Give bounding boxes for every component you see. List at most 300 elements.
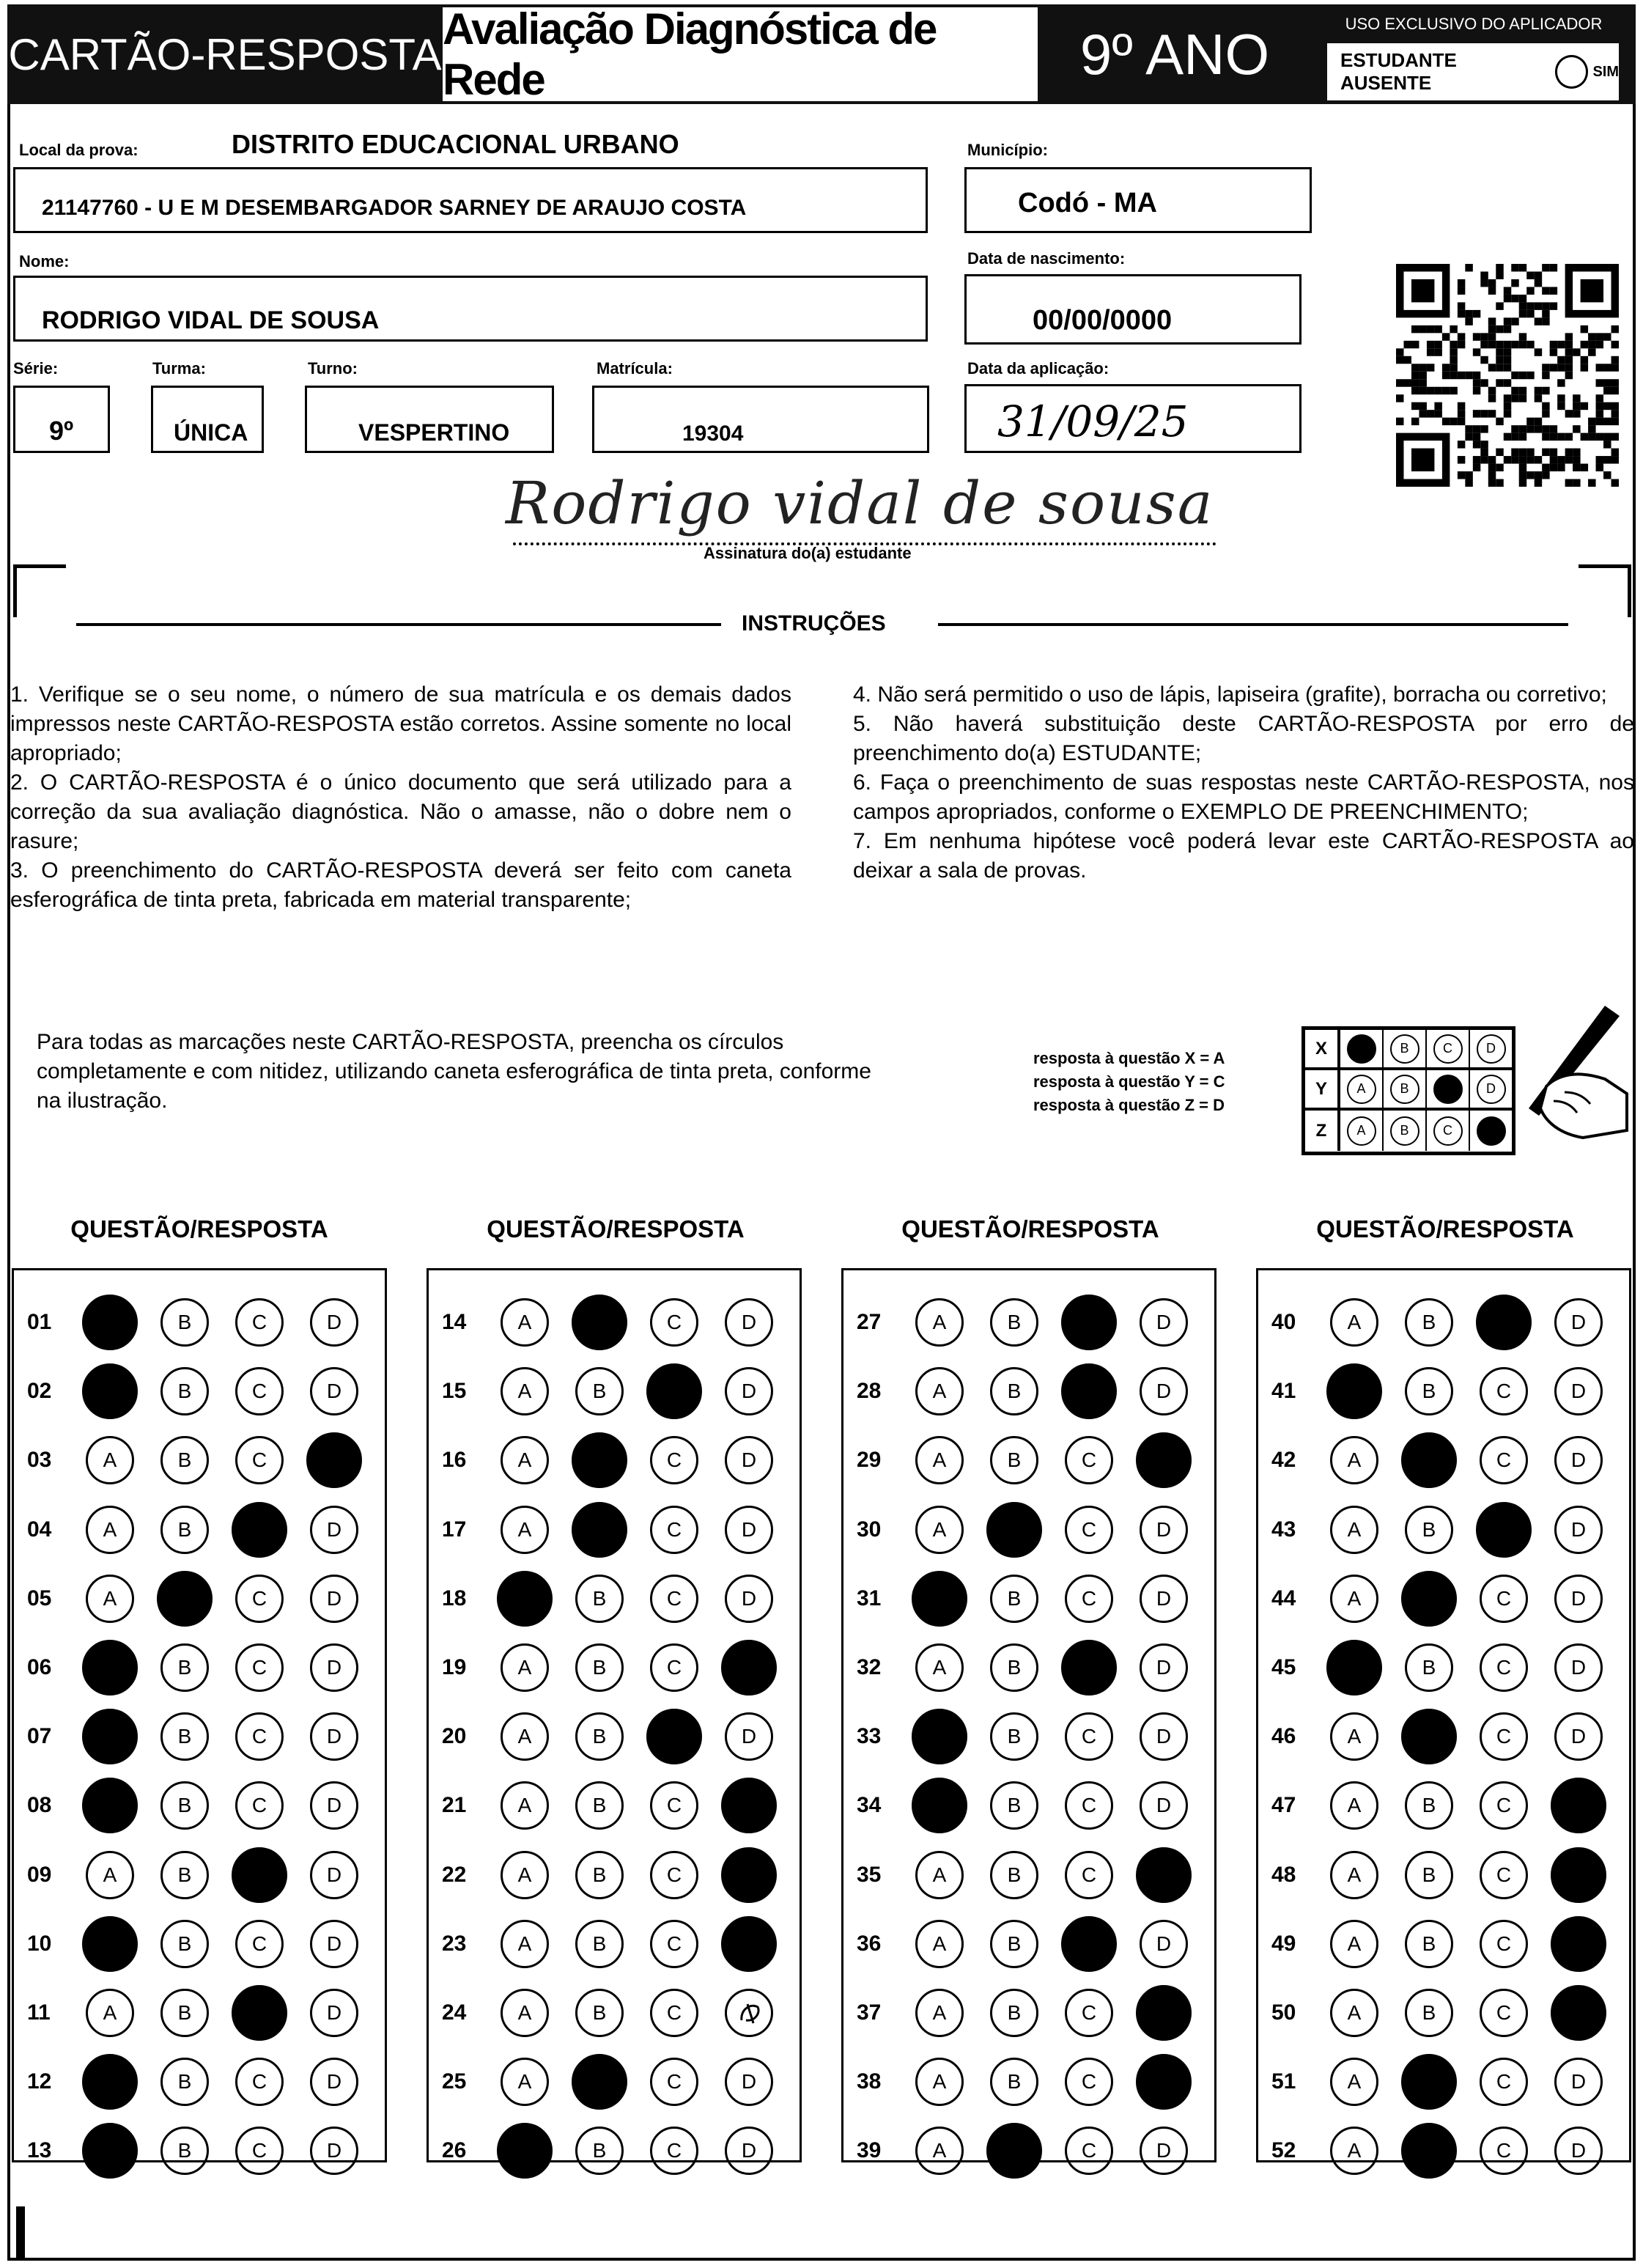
- answer-bubble-a[interactable]: A: [1330, 1851, 1378, 1899]
- answer-bubble-d[interactable]: D: [310, 2127, 358, 2175]
- answer-bubble-d[interactable]: D: [1554, 1575, 1603, 1623]
- turno-field: [305, 386, 554, 453]
- answer-bubble-d[interactable]: [721, 1778, 777, 1833]
- aplicacao-field: [964, 384, 1302, 453]
- answer-bubble-b[interactable]: B: [990, 1298, 1038, 1347]
- answer-bubble-c[interactable]: C: [1480, 1920, 1528, 1968]
- answer-bubble-d[interactable]: D: [310, 1367, 358, 1415]
- answer-bubble-a[interactable]: A: [915, 1506, 964, 1554]
- answer-bubble-b[interactable]: [572, 1502, 627, 1558]
- answer-bubble-c[interactable]: C: [650, 1989, 698, 2037]
- answer-bubble-d[interactable]: D: [1554, 1506, 1603, 1554]
- answer-bubble-b[interactable]: [986, 2123, 1042, 2179]
- answer-bubble-c[interactable]: C: [1065, 2058, 1113, 2106]
- signature: Rodrigo vidal de sousa: [506, 469, 1214, 537]
- answer-bubble-d[interactable]: D: [1140, 1506, 1188, 1554]
- answer-bubble-b[interactable]: B: [1405, 1989, 1453, 2037]
- answer-bubble-a[interactable]: [497, 2123, 553, 2179]
- answer-bubble-c[interactable]: C: [650, 2127, 698, 2175]
- answer-bubble-a[interactable]: A: [1330, 1989, 1378, 2037]
- answer-bubble-d[interactable]: [721, 1640, 777, 1696]
- answer-bubble-c[interactable]: [646, 1709, 702, 1764]
- answer-bubble-b[interactable]: B: [575, 1367, 624, 1415]
- answer-bubble-b[interactable]: B: [160, 2058, 209, 2106]
- answer-bubble-d[interactable]: [721, 1916, 777, 1972]
- question-number: 04: [27, 1517, 52, 1542]
- answer-bubble-a[interactable]: A: [501, 1920, 549, 1968]
- answer-bubble-a[interactable]: A: [915, 1920, 964, 1968]
- answer-bubble-b[interactable]: B: [990, 1436, 1038, 1484]
- answer-bubble-b[interactable]: [1401, 1709, 1457, 1764]
- answer-bubble-a[interactable]: [1326, 1640, 1382, 1696]
- answer-bubble-d[interactable]: D: [310, 1506, 358, 1554]
- answer-bubble-a[interactable]: [82, 2054, 138, 2110]
- question-number: 20: [442, 1724, 467, 1749]
- answer-bubble-c[interactable]: C: [1480, 1781, 1528, 1830]
- answer-bubble-b[interactable]: [1401, 1432, 1457, 1488]
- answer-bubble-b[interactable]: B: [990, 1367, 1038, 1415]
- answer-bubble-b[interactable]: B: [575, 1851, 624, 1899]
- answer-bubble-b[interactable]: [572, 1295, 627, 1350]
- column-title: QUESTÃO/RESPOSTA: [1316, 1215, 1574, 1242]
- answer-row: [843, 1426, 1214, 1495]
- question-number: 37: [857, 2000, 882, 2025]
- answer-bubble-c[interactable]: C: [650, 1781, 698, 1830]
- answer-bubble-b[interactable]: B: [1405, 1781, 1453, 1830]
- answer-bubble-c[interactable]: C: [1480, 1575, 1528, 1623]
- answer-bubble-c[interactable]: C: [650, 1851, 698, 1899]
- answer-bubble-a[interactable]: A: [915, 1851, 964, 1899]
- answer-bubble-d[interactable]: [1136, 2054, 1192, 2110]
- answer-bubble-c[interactable]: [1061, 1640, 1117, 1696]
- answer-bubble-c[interactable]: C: [1480, 1436, 1528, 1484]
- answer-bubble-d[interactable]: D: [725, 1298, 773, 1347]
- scribble-mark-icon: [734, 1998, 764, 2028]
- answer-bubble-a[interactable]: [912, 1709, 967, 1764]
- answer-bubble-b[interactable]: B: [990, 1989, 1038, 2037]
- answer-column: [1256, 1268, 1631, 2162]
- nascimento-value: 00/00/0000: [1033, 305, 1173, 336]
- question-number: 39: [857, 2138, 882, 2163]
- answer-bubble-c[interactable]: C: [1480, 1712, 1528, 1761]
- question-number: 34: [857, 1793, 882, 1818]
- answer-bubble-d[interactable]: [1136, 1985, 1192, 2041]
- instruction-item: 6. Faça o preenchimento de suas respostas neste CARTÃO-RESPOSTA, nos campos apropriados, conforme o EXEMPLO DE PREENCHIMENTO;: [853, 770, 1634, 824]
- answer-bubble-b[interactable]: B: [990, 1643, 1038, 1692]
- answer-row: [1258, 1495, 1629, 1564]
- answer-bubble-c[interactable]: C: [235, 2127, 284, 2175]
- answer-bubble-c[interactable]: C: [650, 1506, 698, 1554]
- question-number: 43: [1271, 1517, 1296, 1542]
- answer-row: [429, 1288, 800, 1357]
- answer-bubble-b[interactable]: B: [575, 1920, 624, 1968]
- answer-bubble-a[interactable]: A: [501, 1643, 549, 1692]
- answer-bubble-a[interactable]: A: [915, 1436, 964, 1484]
- answer-bubble-a[interactable]: A: [1330, 1920, 1378, 1968]
- question-number: 28: [857, 1379, 882, 1404]
- example-bubble: A: [1347, 1075, 1376, 1104]
- answer-bubble-d[interactable]: [1551, 1847, 1606, 1903]
- answer-bubble-d[interactable]: D: [1140, 1367, 1188, 1415]
- answer-row: [429, 1564, 800, 1633]
- answer-bubble-c[interactable]: C: [650, 1643, 698, 1692]
- answer-row: [843, 1357, 1214, 1426]
- example-cell: [1427, 1070, 1470, 1108]
- answer-bubble-a[interactable]: [1326, 1363, 1382, 1419]
- question-number: 16: [442, 1448, 467, 1473]
- answer-bubble-c[interactable]: C: [1480, 1367, 1528, 1415]
- answer-bubble-a[interactable]: [912, 1778, 967, 1833]
- answer-bubble-c[interactable]: C: [1065, 1851, 1113, 1899]
- answer-bubble-c[interactable]: C: [1480, 1851, 1528, 1899]
- answer-row: [1258, 2047, 1629, 2116]
- instructions-left: [10, 680, 791, 915]
- example-row: [1305, 1111, 1512, 1151]
- answer-bubble-c[interactable]: [232, 1847, 287, 1903]
- answer-bubble-a[interactable]: A: [1330, 2127, 1378, 2175]
- answer-bubble-d[interactable]: [725, 1989, 773, 2037]
- answer-bubble-d[interactable]: D: [1140, 1712, 1188, 1761]
- answer-bubble-b[interactable]: B: [1405, 1851, 1453, 1899]
- answer-bubble-b[interactable]: B: [160, 1712, 209, 1761]
- local-district: DISTRITO EDUCACIONAL URBANO: [232, 129, 679, 159]
- question-number: 06: [27, 1655, 52, 1679]
- answer-bubble-b[interactable]: B: [990, 1575, 1038, 1623]
- question-number: 47: [1271, 1793, 1296, 1818]
- question-number: 08: [27, 1793, 52, 1818]
- municipio-field: [964, 167, 1312, 233]
- answer-bubble-b[interactable]: B: [1405, 1643, 1453, 1692]
- example-cell: [1384, 1030, 1427, 1067]
- answer-bubble-a[interactable]: A: [915, 2058, 964, 2106]
- answer-bubble-b[interactable]: B: [575, 1781, 624, 1830]
- question-number: 48: [1271, 1862, 1296, 1887]
- answer-bubble-d[interactable]: D: [310, 1920, 358, 1968]
- answer-bubble-a[interactable]: A: [915, 1643, 964, 1692]
- answer-bubble-b[interactable]: B: [575, 1643, 624, 1692]
- answer-bubble-a[interactable]: [82, 2123, 138, 2179]
- answer-bubble-a[interactable]: A: [501, 1298, 549, 1347]
- instruction-item: 3. O preenchimento do CARTÃO-RESPOSTA deverá ser feito com caneta esferográfica de tinta preta, fabricada em material transparente;: [10, 858, 791, 912]
- answer-row: [1258, 1771, 1629, 1840]
- answer-bubble-b[interactable]: B: [575, 1989, 624, 2037]
- answer-bubble-c[interactable]: C: [235, 1436, 284, 1484]
- answer-bubble-c[interactable]: C: [1480, 1643, 1528, 1692]
- answer-bubble-d[interactable]: D: [1140, 2127, 1188, 2175]
- answer-bubble-d[interactable]: D: [310, 2058, 358, 2106]
- instructions-title: INSTRUÇÕES: [742, 611, 886, 636]
- answer-bubble-a[interactable]: A: [1330, 1298, 1378, 1347]
- answer-bubble-b[interactable]: B: [990, 1851, 1038, 1899]
- answer-bubble-d[interactable]: D: [1140, 1920, 1188, 1968]
- answer-bubble-a[interactable]: [82, 1363, 138, 1419]
- answer-bubble-a[interactable]: A: [501, 1851, 549, 1899]
- legend-line: resposta à questão Y = C: [1033, 1072, 1225, 1091]
- answer-bubble-c[interactable]: C: [650, 1298, 698, 1347]
- local-value: 21147760 - U E M DESEMBARGADOR SARNEY DE ARAUJO COSTA: [42, 196, 747, 220]
- example-question: X: [1305, 1030, 1340, 1067]
- answer-bubble-d[interactable]: [1551, 1778, 1606, 1833]
- question-number: 52: [1271, 2138, 1296, 2163]
- answer-bubble-a[interactable]: A: [915, 2127, 964, 2175]
- answer-bubble-d[interactable]: D: [1554, 1298, 1603, 1347]
- answer-bubble-c[interactable]: C: [235, 1643, 284, 1692]
- answer-bubble-c[interactable]: [232, 1502, 287, 1558]
- answer-bubble-d[interactable]: D: [725, 1436, 773, 1484]
- answer-bubble-b[interactable]: B: [990, 1781, 1038, 1830]
- answer-bubble-d[interactable]: [721, 1847, 777, 1903]
- question-number: 38: [857, 2069, 882, 2094]
- answer-bubble-d[interactable]: D: [1140, 1781, 1188, 1830]
- answer-bubble-d[interactable]: [1551, 1985, 1606, 2041]
- answer-bubble-a[interactable]: A: [86, 1989, 134, 2037]
- answer-bubble-d[interactable]: D: [725, 1712, 773, 1761]
- timing-mark: [16, 2206, 25, 2258]
- answer-bubble-c[interactable]: C: [235, 1920, 284, 1968]
- answer-bubble-d[interactable]: D: [1140, 1643, 1188, 1692]
- answer-bubble-a[interactable]: [82, 1916, 138, 1972]
- answer-bubble-b[interactable]: B: [160, 1989, 209, 2037]
- question-number: 10: [27, 1931, 52, 1956]
- answer-bubble-d[interactable]: D: [1140, 1575, 1188, 1623]
- answer-bubble-c[interactable]: [1061, 1363, 1117, 1419]
- local-field: [13, 167, 928, 233]
- answer-bubble-a[interactable]: A: [86, 1851, 134, 1899]
- answer-bubble-b[interactable]: B: [990, 1920, 1038, 1968]
- example-bubble: [1347, 1034, 1376, 1064]
- answer-bubble-a[interactable]: A: [86, 1575, 134, 1623]
- answer-bubble-b[interactable]: B: [575, 1575, 624, 1623]
- question-number: 21: [442, 1793, 467, 1818]
- question-number: 17: [442, 1517, 467, 1542]
- answer-bubble-d[interactable]: D: [725, 1506, 773, 1554]
- answer-bubble-a[interactable]: A: [915, 1298, 964, 1347]
- answer-bubble-d[interactable]: D: [310, 1712, 358, 1761]
- example-legend: [1033, 1047, 1225, 1117]
- answer-bubble-c[interactable]: C: [235, 2058, 284, 2106]
- answer-bubble-c[interactable]: [1061, 1295, 1117, 1350]
- answer-bubble-d[interactable]: [306, 1432, 362, 1488]
- answer-bubble-d[interactable]: D: [310, 1298, 358, 1347]
- question-number: 05: [27, 1586, 52, 1610]
- answer-column: [427, 1268, 802, 2162]
- answer-bubble-d[interactable]: D: [1554, 1643, 1603, 1692]
- question-number: 15: [442, 1379, 467, 1404]
- answer-bubble-b[interactable]: B: [1405, 1506, 1453, 1554]
- answer-bubble-c[interactable]: C: [1480, 1989, 1528, 2037]
- answer-bubble-d[interactable]: D: [310, 1989, 358, 2037]
- answer-bubble-c[interactable]: C: [1065, 1989, 1113, 2037]
- answer-row: [1258, 1702, 1629, 1771]
- answer-bubble-c[interactable]: C: [1480, 2058, 1528, 2106]
- answer-bubble-b[interactable]: B: [1405, 1367, 1453, 1415]
- answer-bubble-c[interactable]: C: [1065, 1712, 1113, 1761]
- answer-bubble-b[interactable]: B: [160, 1851, 209, 1899]
- answer-row: [843, 1702, 1214, 1771]
- absent-label: ESTUDANTE AUSENTE: [1340, 49, 1457, 94]
- answer-bubble-c[interactable]: C: [1065, 2127, 1113, 2175]
- answer-bubble-c[interactable]: C: [1065, 1436, 1113, 1484]
- question-number: 01: [27, 1310, 52, 1334]
- aplicacao-label: Data da aplicação:: [967, 359, 1110, 378]
- answer-bubble-d[interactable]: D: [310, 1851, 358, 1899]
- answer-bubble-a[interactable]: A: [86, 1436, 134, 1484]
- answer-bubble-a[interactable]: A: [1330, 2058, 1378, 2106]
- answer-bubble-b[interactable]: [986, 1502, 1042, 1558]
- question-number: 02: [27, 1379, 52, 1404]
- answer-bubble-b[interactable]: B: [990, 2058, 1038, 2106]
- answer-bubble-c[interactable]: [232, 1985, 287, 2041]
- answer-bubble-a[interactable]: A: [501, 1989, 549, 2037]
- answer-bubble-a[interactable]: A: [915, 1367, 964, 1415]
- nome-value: RODRIGO VIDAL DE SOUSA: [42, 306, 380, 334]
- answer-bubble-d[interactable]: D: [1554, 1436, 1603, 1484]
- answer-row: [843, 2116, 1214, 2185]
- question-number: 13: [27, 2138, 52, 2163]
- answer-bubble-b[interactable]: [1401, 2123, 1457, 2179]
- answer-bubble-c[interactable]: C: [235, 1367, 284, 1415]
- answer-row: [843, 1978, 1214, 2047]
- answer-bubble-b[interactable]: B: [160, 1367, 209, 1415]
- example-row: [1305, 1070, 1512, 1111]
- answer-bubble-a[interactable]: A: [501, 2058, 549, 2106]
- question-number: 12: [27, 2069, 52, 2094]
- turno-label: Turno:: [308, 359, 358, 378]
- answer-row: [1258, 1426, 1629, 1495]
- answer-bubble-b[interactable]: B: [160, 1643, 209, 1692]
- answer-bubble-a[interactable]: [497, 1571, 553, 1627]
- question-number: 49: [1271, 1931, 1296, 1956]
- answer-bubble-a[interactable]: A: [1330, 1781, 1378, 1830]
- answer-bubble-b[interactable]: [1401, 1571, 1457, 1627]
- answer-bubble-a[interactable]: A: [86, 1506, 134, 1554]
- divider: [938, 623, 1568, 626]
- grade-label: 9º ANO: [1038, 4, 1312, 104]
- answer-bubble-a[interactable]: A: [501, 1781, 549, 1830]
- answer-bubble-b[interactable]: B: [160, 1920, 209, 1968]
- answer-bubble-a[interactable]: [82, 1709, 138, 1764]
- answer-bubble-d[interactable]: D: [310, 1643, 358, 1692]
- answer-bubble-d[interactable]: D: [725, 2127, 773, 2175]
- answer-bubble-c[interactable]: C: [1065, 1575, 1113, 1623]
- answer-bubble-d[interactable]: D: [1554, 1712, 1603, 1761]
- answer-row: [429, 1495, 800, 1564]
- answer-bubble-c[interactable]: C: [235, 1298, 284, 1347]
- answer-bubble-c[interactable]: [1476, 1295, 1532, 1350]
- answer-bubble-c[interactable]: C: [1065, 1506, 1113, 1554]
- answer-bubble-a[interactable]: A: [501, 1436, 549, 1484]
- serie-field: [13, 386, 110, 453]
- answer-row: [1258, 1841, 1629, 1910]
- answer-bubble-a[interactable]: [82, 1295, 138, 1350]
- answer-bubble-d[interactable]: D: [725, 1575, 773, 1623]
- answer-bubble-a[interactable]: A: [1330, 1436, 1378, 1484]
- answer-bubble-b[interactable]: [572, 2054, 627, 2110]
- answer-bubble-c[interactable]: C: [1065, 1781, 1113, 1830]
- example-cell: [1340, 1070, 1384, 1108]
- answer-bubble-b[interactable]: B: [990, 1712, 1038, 1761]
- answer-row: [843, 1564, 1214, 1633]
- example-grid: [1302, 1026, 1515, 1155]
- answer-bubble-a[interactable]: A: [501, 1367, 549, 1415]
- answer-bubble-b[interactable]: B: [160, 1781, 209, 1830]
- answer-bubble-c[interactable]: C: [650, 2058, 698, 2106]
- answer-bubble-c[interactable]: C: [235, 1781, 284, 1830]
- answer-bubble-c[interactable]: [646, 1363, 702, 1419]
- answer-bubble-c[interactable]: [1061, 1916, 1117, 1972]
- question-number: 03: [27, 1448, 52, 1473]
- question-number: 27: [857, 1310, 882, 1334]
- answer-row: [429, 1771, 800, 1840]
- answer-bubble-b[interactable]: B: [575, 2127, 624, 2175]
- answer-column: [12, 1268, 387, 2162]
- answer-bubble-a[interactable]: A: [1330, 1575, 1378, 1623]
- answer-bubble-c[interactable]: C: [650, 1920, 698, 1968]
- answer-bubble-b[interactable]: B: [160, 1298, 209, 1347]
- answer-bubble-a[interactable]: A: [501, 1506, 549, 1554]
- absent-bubble[interactable]: [1555, 55, 1589, 89]
- answer-bubble-d[interactable]: D: [1140, 1298, 1188, 1347]
- answer-bubble-c[interactable]: C: [235, 1712, 284, 1761]
- answer-bubble-d[interactable]: D: [725, 2058, 773, 2106]
- answer-bubble-d[interactable]: [1136, 1847, 1192, 1903]
- answer-bubble-a[interactable]: A: [1330, 1712, 1378, 1761]
- answer-bubble-b[interactable]: B: [1405, 1298, 1453, 1347]
- question-number: 33: [857, 1724, 882, 1749]
- answer-bubble-a[interactable]: A: [1330, 1506, 1378, 1554]
- answer-bubble-b[interactable]: B: [160, 2127, 209, 2175]
- answer-row: [14, 1771, 385, 1840]
- answer-bubble-d[interactable]: D: [1554, 2127, 1603, 2175]
- answer-bubble-c[interactable]: C: [650, 1575, 698, 1623]
- answer-bubble-c[interactable]: C: [235, 1575, 284, 1623]
- example-cell: [1384, 1070, 1427, 1108]
- answer-bubble-a[interactable]: [82, 1778, 138, 1833]
- qr-code-icon: [1396, 264, 1619, 487]
- answer-bubble-d[interactable]: [1551, 1916, 1606, 1972]
- answer-bubble-c[interactable]: C: [1480, 2127, 1528, 2175]
- answer-bubble-b[interactable]: [157, 1571, 213, 1627]
- answer-bubble-d[interactable]: D: [1554, 2058, 1603, 2106]
- column-title: QUESTÃO/RESPOSTA: [487, 1215, 745, 1242]
- answer-row: [843, 1771, 1214, 1840]
- answer-bubble-d[interactable]: D: [725, 1367, 773, 1415]
- example-cell: [1340, 1030, 1384, 1067]
- answer-bubble-b[interactable]: [1401, 2054, 1457, 2110]
- answer-bubble-b[interactable]: B: [575, 1712, 624, 1761]
- answer-bubble-a[interactable]: [82, 1640, 138, 1696]
- answer-bubble-a[interactable]: A: [501, 1712, 549, 1761]
- answer-bubble-a[interactable]: [912, 1571, 967, 1627]
- answer-bubble-a[interactable]: A: [915, 1989, 964, 2037]
- answer-bubble-d[interactable]: [1136, 1432, 1192, 1488]
- answer-bubble-d[interactable]: D: [310, 1781, 358, 1830]
- question-number: 44: [1271, 1586, 1296, 1610]
- answer-row: [429, 1357, 800, 1426]
- instruction-item: 7. Em nenhuma hipótese você poderá levar este CARTÃO-RESPOSTA ao deixar a sala de provas.: [853, 829, 1634, 883]
- nascimento-field: [964, 274, 1302, 345]
- answer-bubble-b[interactable]: B: [160, 1436, 209, 1484]
- answer-bubble-d[interactable]: D: [310, 1575, 358, 1623]
- answer-bubble-c[interactable]: [1476, 1502, 1532, 1558]
- answer-bubble-c[interactable]: C: [650, 1436, 698, 1484]
- example-question: Z: [1305, 1111, 1340, 1151]
- answer-bubble-d[interactable]: D: [1554, 1367, 1603, 1415]
- answer-bubble-b[interactable]: B: [160, 1506, 209, 1554]
- answer-bubble-b[interactable]: [572, 1432, 627, 1488]
- answer-row: [14, 1426, 385, 1495]
- answer-bubble-b[interactable]: B: [1405, 1920, 1453, 1968]
